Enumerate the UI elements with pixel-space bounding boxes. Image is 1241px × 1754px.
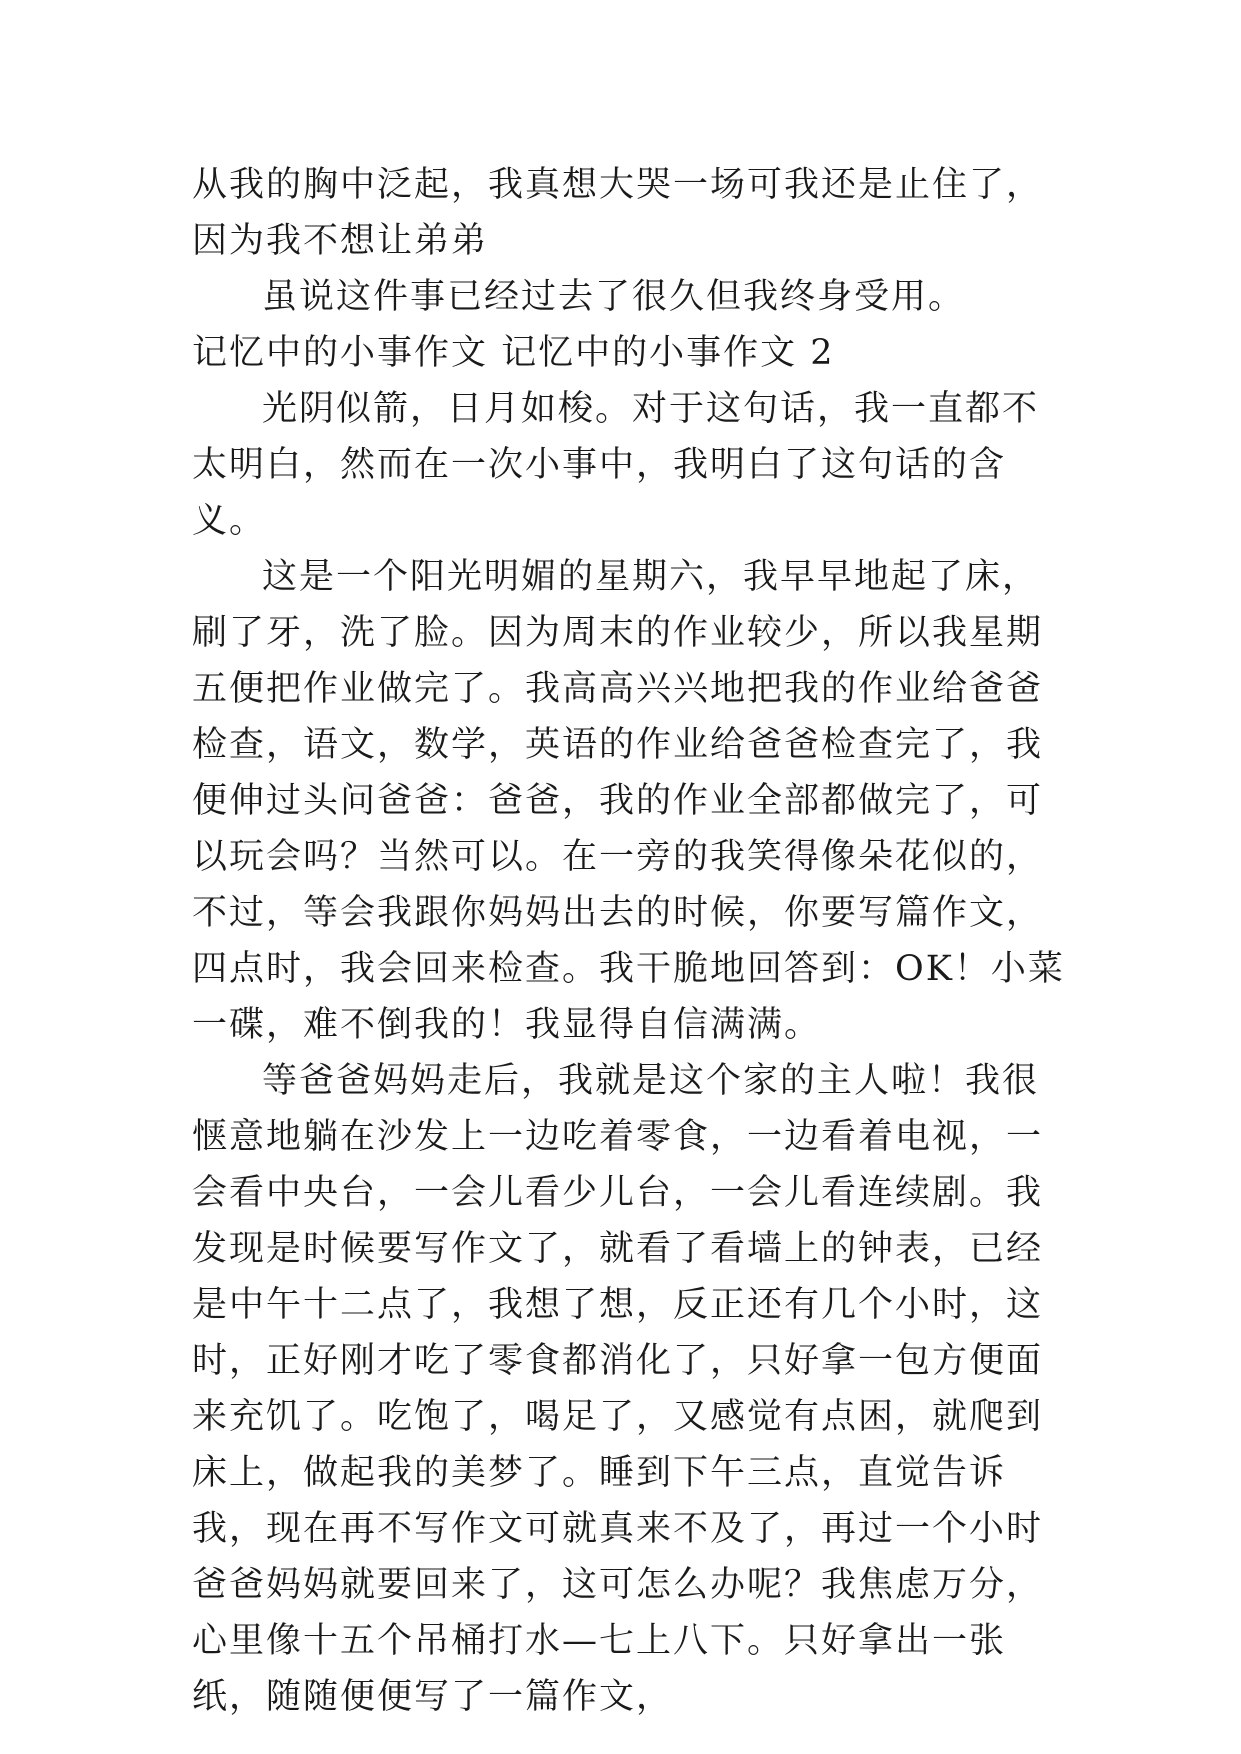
paragraph-saturday: 这是一个阳光明媚的星期六，我早早地起了床，刷了牙，洗了脸。因为周末的作业较少，所以我星期五便把作业做完了。我高高兴兴地把我的作业给爸爸检查，语文，数学，英语的作业给爸爸检查完了，我便伸过头问爸爸：爸爸，我的作业全部都做完了，可以玩会吗？当然可以。在一旁的我笑得像朵花似的，不过，等会我跟你妈妈出去的时候，你要写篇作文，四点时，我会回来检查。我干脆地回答到：OK！小菜一碟，难不倒我的！我显得自信满满。 [192, 557, 1065, 1045]
paragraph-continuation: 从我的胸中泛起，我真想大哭一场可我还是止住了，因为我不想让弟弟 [192, 165, 1044, 261]
paragraph-reflection: 虽说这件事已经过去了很久但我终身受用。 [262, 277, 966, 317]
paragraph-intro: 光阴似箭，日月如梭。对于这句话，我一直都不太明白，然而在一次小事中，我明白了这句话的含义。 [192, 389, 1040, 541]
paragraph-home-alone: 等爸爸妈妈走后，我就是这个家的主人啦！我很惬意地躺在沙发上一边吃着零食，一边看着电视，一会看中央台，一会儿看少儿台，一会儿看连续剧。我发现是时候要写作文了，就看了看墙上的钟表，已经是中午十二点了，我想了想，反正还有几个小时，这时，正好刚才吃了零食都消化了，只好拿一包方便面来充饥了。吃饱了，喝足了，又感觉有点困，就爬到床上，做起我的美梦了。睡到下午三点，直觉告诉我，现在再不写作文可就真来不及了，再过一个小时爸爸妈妈就要回来了，这可怎么办呢？我焦虑万分，心里像十五个吊桶打水—七上八下。只好拿出一张纸，随随便便写了一篇作文， [192, 1061, 1044, 1717]
section-title: 记忆中的小事作文 记忆中的小事作文 2 [192, 333, 835, 373]
document-body [192, 157, 1072, 1725]
